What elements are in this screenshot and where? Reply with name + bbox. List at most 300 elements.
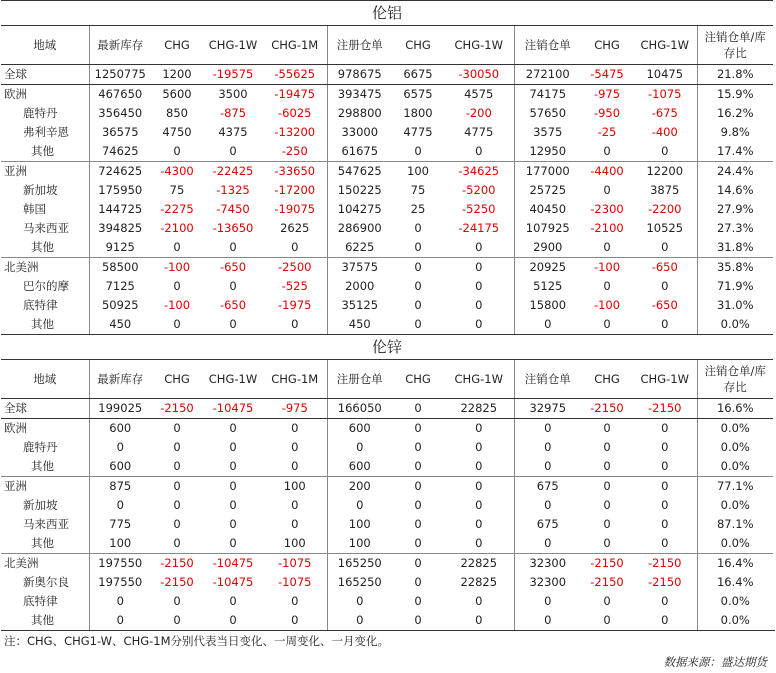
value-cell: 75 — [410, 183, 426, 197]
value-cell: 356450 — [98, 106, 143, 120]
value-cell: -2150 — [633, 554, 697, 574]
value-cell: 0 — [263, 315, 327, 334]
value-cell: 32300 — [529, 575, 567, 589]
value-cell: -55625 — [263, 65, 327, 85]
region-cell: 其他 — [1, 238, 89, 258]
value-cell: -5250 — [444, 200, 514, 219]
value-cell: 0 — [544, 421, 552, 435]
value-cell: 27.3% — [716, 221, 754, 235]
value-cell: 0 — [173, 317, 181, 331]
table-row — [1, 162, 773, 182]
value-cell: 100 — [348, 517, 371, 531]
region-cell: 底特律 — [1, 296, 89, 315]
value-cell: 10525 — [633, 219, 697, 238]
value-cell: 71.9% — [716, 279, 754, 293]
table-row — [1, 104, 773, 123]
value-cell: 0 — [544, 498, 552, 512]
value-cell: 600 — [348, 459, 371, 473]
value-cell: 0 — [444, 142, 514, 162]
region-cell: 其他 — [1, 534, 89, 554]
table-row — [1, 573, 773, 592]
value-cell: 0 — [633, 238, 697, 258]
value-cell: 0 — [151, 477, 203, 497]
value-cell: 31.8% — [716, 240, 754, 254]
value-cell: -975 — [263, 399, 327, 419]
value-cell: -6025 — [263, 104, 327, 123]
table-row — [1, 65, 773, 85]
value-cell: -5200 — [444, 181, 514, 200]
value-cell: 298800 — [337, 106, 382, 120]
table-row — [1, 534, 773, 554]
value-cell: 0 — [444, 534, 514, 554]
value-cell: 100 — [392, 162, 444, 182]
value-cell: 0 — [603, 421, 611, 435]
value-cell: -2200 — [633, 200, 697, 219]
value-cell: 20925 — [514, 258, 581, 278]
value-cell: 0 — [544, 613, 552, 627]
value-cell: -675 — [633, 104, 697, 123]
table-row — [1, 258, 773, 278]
value-cell: 0 — [444, 496, 514, 515]
value-cell: 197550 — [89, 554, 151, 574]
column-header: 注销仓单/库存比 — [697, 360, 773, 399]
value-cell: 35125 — [341, 298, 379, 312]
value-cell: 0 — [581, 477, 633, 497]
value-cell: 1800 — [403, 106, 433, 120]
column-header: 地域 — [1, 26, 89, 65]
column-header: CHG — [151, 360, 203, 399]
value-cell: -525 — [263, 277, 327, 296]
value-cell: -2150 — [590, 575, 624, 589]
value-cell: 0 — [414, 613, 422, 627]
value-cell: 0 — [392, 399, 444, 419]
value-cell: 107925 — [525, 221, 570, 235]
value-cell: -650 — [633, 296, 697, 315]
value-cell: -22425 — [203, 162, 263, 182]
value-cell: 0 — [229, 498, 237, 512]
value-cell: 0 — [356, 440, 364, 454]
value-cell: 33000 — [341, 125, 379, 139]
value-cell: 3500 — [218, 87, 248, 101]
value-cell: 0 — [173, 613, 181, 627]
footnote: 注：CHG、CHG1-W、CHG-1M分别代表当日变化、一周变化、一月变化。 — [1, 630, 775, 651]
value-cell: -100 — [151, 258, 203, 278]
value-cell: 675 — [514, 477, 581, 497]
value-cell: 0 — [263, 496, 327, 515]
value-cell: 0 — [356, 594, 364, 608]
value-cell: 74625 — [101, 144, 139, 158]
value-cell: -33650 — [263, 162, 327, 182]
value-cell: 0 — [633, 592, 697, 611]
value-cell: 87.1% — [716, 517, 754, 531]
value-cell: 0 — [633, 515, 697, 534]
value-cell: 12200 — [633, 162, 697, 182]
value-cell: 1200 — [151, 65, 203, 85]
value-cell: -2500 — [263, 258, 327, 278]
value-cell: 0 — [116, 440, 124, 454]
value-cell: 0 — [203, 477, 263, 497]
value-cell: 0 — [414, 440, 422, 454]
value-cell: 0 — [603, 536, 611, 550]
value-cell: 31.0% — [716, 298, 754, 312]
value-cell: 0 — [116, 498, 124, 512]
table-row — [1, 438, 773, 457]
value-cell: 0 — [414, 240, 422, 254]
value-cell: 6675 — [392, 65, 444, 85]
value-cell: 166050 — [327, 399, 392, 419]
value-cell: 61675 — [341, 144, 379, 158]
column-header: 最新库存 — [89, 26, 151, 65]
value-cell: -2150 — [633, 573, 697, 592]
column-header: 地域 — [1, 360, 89, 399]
zinc-table — [1, 334, 773, 630]
value-cell: 0.0% — [720, 440, 750, 454]
region-cell: 北美洲 — [1, 258, 89, 278]
aluminum-table — [1, 0, 773, 334]
value-cell: 0 — [116, 613, 124, 627]
value-cell: 0.0% — [720, 498, 750, 512]
aluminum-title: 伦铝 — [1, 1, 773, 26]
value-cell: 37575 — [327, 258, 392, 278]
value-cell: 32300 — [514, 554, 581, 574]
value-cell: -1075 — [263, 573, 327, 592]
value-cell: -200 — [444, 104, 514, 123]
value-cell: 57650 — [529, 106, 567, 120]
value-cell: -1325 — [216, 183, 250, 197]
value-cell: 0 — [229, 594, 237, 608]
value-cell: 0 — [444, 438, 514, 457]
value-cell: 0 — [392, 477, 444, 497]
value-cell: -100 — [581, 258, 633, 278]
value-cell: -2300 — [590, 202, 624, 216]
value-cell: 6575 — [403, 87, 433, 101]
value-cell: 0 — [444, 611, 514, 630]
value-cell: 0 — [414, 459, 422, 473]
value-cell: 0 — [173, 517, 181, 531]
value-cell: -1975 — [263, 296, 327, 315]
value-cell: 0 — [173, 440, 181, 454]
value-cell: 0 — [633, 477, 697, 497]
value-cell: 0 — [173, 279, 181, 293]
value-cell: 25725 — [529, 183, 567, 197]
region-cell: 欧洲 — [1, 85, 89, 105]
region-cell: 亚洲 — [1, 162, 89, 182]
value-cell: 22825 — [444, 399, 514, 419]
region-cell: 新加坡 — [1, 181, 89, 200]
value-cell: 5600 — [162, 87, 192, 101]
region-cell: 其他 — [1, 315, 89, 334]
value-cell: 17.4% — [716, 144, 754, 158]
region-cell: 其他 — [1, 457, 89, 477]
region-cell: 全球 — [1, 399, 89, 419]
value-cell: 0 — [633, 277, 697, 296]
value-cell: -650 — [203, 258, 263, 278]
value-cell: -950 — [593, 106, 621, 120]
table-row — [1, 181, 773, 200]
value-cell: 0 — [414, 421, 422, 435]
table-row — [1, 296, 773, 315]
value-cell: 675 — [536, 517, 559, 531]
value-cell: 0 — [173, 536, 181, 550]
column-header: CHG — [151, 26, 203, 65]
value-cell: -4400 — [581, 162, 633, 182]
value-cell: -2275 — [160, 202, 194, 216]
value-cell: 150225 — [337, 183, 382, 197]
table-row — [1, 515, 773, 534]
value-cell: 3875 — [633, 181, 697, 200]
value-cell: 0 — [414, 298, 422, 312]
value-cell: 0 — [229, 613, 237, 627]
value-cell: 0 — [414, 536, 422, 550]
region-cell: 鹿特丹 — [1, 438, 89, 457]
value-cell: -875 — [219, 106, 247, 120]
value-cell: -13650 — [212, 221, 254, 235]
value-cell: 4375 — [218, 125, 248, 139]
value-cell: 165250 — [337, 575, 382, 589]
value-cell: -7450 — [216, 202, 250, 216]
table-row — [1, 85, 773, 105]
value-cell: -2100 — [160, 221, 194, 235]
value-cell: 0 — [603, 594, 611, 608]
value-cell: 0.0% — [720, 421, 750, 435]
value-cell: 199025 — [89, 399, 151, 419]
value-cell: 5125 — [533, 279, 563, 293]
column-header: CHG — [581, 360, 633, 399]
region-cell: 新加坡 — [1, 496, 89, 515]
aluminum-header-row — [1, 26, 773, 65]
value-cell: -19575 — [203, 65, 263, 85]
zinc-header-row — [1, 360, 773, 399]
value-cell: -1075 — [263, 554, 327, 574]
value-cell: 0 — [414, 144, 422, 158]
value-cell: 0 — [173, 421, 181, 435]
value-cell: 547625 — [327, 162, 392, 182]
value-cell: 100 — [263, 534, 327, 554]
value-cell: 0 — [263, 515, 327, 534]
value-cell: 450 — [348, 317, 371, 331]
table-row — [1, 200, 773, 219]
value-cell: 16.4% — [697, 554, 773, 574]
value-cell: 0 — [603, 317, 611, 331]
value-cell: -2150 — [151, 554, 203, 574]
value-cell: 0 — [544, 317, 552, 331]
column-header: CHG-1W — [444, 360, 514, 399]
value-cell: 100 — [348, 536, 371, 550]
value-cell: -10475 — [203, 399, 263, 419]
value-cell: 0 — [603, 279, 611, 293]
value-cell: 144725 — [98, 202, 143, 216]
value-cell: -10475 — [203, 554, 263, 574]
value-cell: -4300 — [151, 162, 203, 182]
column-header: CHG-1W — [633, 26, 697, 65]
data-source: 数据来源：盛达期货 — [663, 655, 767, 669]
value-cell: 0 — [229, 240, 237, 254]
region-cell: 鹿特丹 — [1, 104, 89, 123]
value-cell: 2900 — [533, 240, 563, 254]
value-cell: 0 — [603, 144, 611, 158]
value-cell: 600 — [109, 421, 132, 435]
value-cell: 0 — [544, 594, 552, 608]
value-cell: 0 — [444, 238, 514, 258]
value-cell: 0 — [414, 317, 422, 331]
column-header: 最新库存 — [89, 360, 151, 399]
value-cell: 0.0% — [720, 459, 750, 473]
value-cell: 14.6% — [716, 183, 754, 197]
value-cell: 0 — [229, 317, 237, 331]
column-header: CHG — [392, 360, 444, 399]
value-cell: 0 — [173, 498, 181, 512]
value-cell: -2150 — [581, 554, 633, 574]
table-row — [1, 277, 773, 296]
value-cell: 15800 — [529, 298, 567, 312]
value-cell: 4775 — [403, 125, 433, 139]
value-cell: -1075 — [633, 85, 697, 105]
value-cell: -17200 — [263, 181, 327, 200]
value-cell: 75 — [169, 183, 185, 197]
value-cell: 0 — [263, 457, 327, 477]
value-cell: -400 — [633, 123, 697, 142]
column-header: CHG-1M — [263, 360, 327, 399]
table-row — [1, 554, 773, 574]
value-cell: -13200 — [263, 123, 327, 142]
value-cell: 0 — [444, 258, 514, 278]
value-cell: 0 — [263, 592, 327, 611]
value-cell: -2150 — [633, 399, 697, 419]
region-cell: 底特律 — [1, 592, 89, 611]
value-cell: 4775 — [444, 123, 514, 142]
column-header: 注销仓单 — [514, 26, 581, 65]
value-cell: 25 — [410, 202, 426, 216]
aluminum-table-body — [1, 1, 773, 335]
value-cell: 0 — [633, 534, 697, 554]
value-cell: 0 — [356, 613, 364, 627]
region-cell: 韩国 — [1, 200, 89, 219]
value-cell: -100 — [163, 298, 191, 312]
value-cell: 467650 — [98, 87, 143, 101]
region-cell: 巴尔的摩 — [1, 277, 89, 296]
value-cell: 0 — [356, 498, 364, 512]
value-cell: 0 — [414, 498, 422, 512]
value-cell: 7125 — [105, 279, 135, 293]
value-cell: 0 — [444, 477, 514, 497]
value-cell: -5475 — [581, 65, 633, 85]
value-cell: 200 — [327, 477, 392, 497]
value-cell: 0 — [229, 144, 237, 158]
value-cell: 850 — [166, 106, 188, 120]
value-cell: 0 — [603, 613, 611, 627]
value-cell: 77.1% — [697, 477, 773, 497]
value-cell: 35.8% — [697, 258, 773, 278]
value-cell: 100 — [263, 477, 327, 497]
value-cell: 0 — [444, 592, 514, 611]
value-cell: 0 — [633, 419, 697, 439]
value-cell: 12950 — [529, 144, 567, 158]
value-cell: 9125 — [105, 240, 135, 254]
value-cell: 394825 — [98, 221, 143, 235]
value-cell: 36575 — [101, 125, 139, 139]
region-cell: 欧洲 — [1, 419, 89, 439]
value-cell: 0 — [544, 536, 552, 550]
value-cell: 0 — [633, 438, 697, 457]
value-cell: 40450 — [529, 202, 567, 216]
value-cell: 0.0% — [720, 317, 750, 331]
value-cell: 0 — [263, 238, 327, 258]
value-cell: 22825 — [444, 573, 514, 592]
value-cell: 0 — [633, 496, 697, 515]
value-cell: 165250 — [327, 554, 392, 574]
value-cell: -100 — [593, 298, 621, 312]
value-cell: 393475 — [337, 87, 382, 101]
zinc-table-body — [1, 335, 773, 631]
value-cell: 0 — [414, 575, 422, 589]
value-cell: 16.6% — [697, 399, 773, 419]
column-header: CHG-1W — [444, 26, 514, 65]
value-cell: 0 — [414, 279, 422, 293]
region-cell: 全球 — [1, 65, 89, 85]
value-cell: 0 — [633, 457, 697, 477]
value-cell: 978675 — [327, 65, 392, 85]
table-row — [1, 123, 773, 142]
value-cell: 32975 — [514, 399, 581, 419]
value-cell: 0 — [173, 144, 181, 158]
value-cell: 0 — [173, 240, 181, 254]
value-cell: -19075 — [263, 200, 327, 219]
value-cell: 0 — [229, 279, 237, 293]
value-cell: 2625 — [263, 219, 327, 238]
column-header: 注册仓单 — [327, 26, 392, 65]
value-cell: -10475 — [212, 575, 254, 589]
value-cell: 175950 — [98, 183, 143, 197]
value-cell: -30050 — [444, 65, 514, 85]
value-cell: -2150 — [151, 399, 203, 419]
column-header: 注销仓单/库存比 — [697, 26, 773, 65]
value-cell: 0 — [444, 515, 514, 534]
value-cell: 0 — [229, 440, 237, 454]
column-header: CHG-1W — [633, 360, 697, 399]
value-cell: 16.2% — [716, 106, 754, 120]
region-cell: 其他 — [1, 142, 89, 162]
value-cell: 0 — [444, 457, 514, 477]
value-cell: 0.0% — [720, 613, 750, 627]
value-cell: 0 — [229, 536, 237, 550]
value-cell: 3575 — [533, 125, 563, 139]
value-cell: 4575 — [444, 85, 514, 105]
value-cell: -650 — [219, 298, 247, 312]
value-cell: 0 — [229, 421, 237, 435]
value-cell: -24175 — [444, 219, 514, 238]
value-cell: 0 — [229, 459, 237, 473]
table-row — [1, 457, 773, 477]
table-row — [1, 399, 773, 419]
value-cell: -650 — [633, 258, 697, 278]
value-cell: 0 — [633, 142, 697, 162]
value-cell: 0 — [392, 258, 444, 278]
value-cell: 724625 — [89, 162, 151, 182]
value-cell: 24.4% — [697, 162, 773, 182]
value-cell: 0 — [603, 240, 611, 254]
column-header: CHG — [581, 26, 633, 65]
value-cell: 1250775 — [89, 65, 151, 85]
value-cell: 0 — [603, 517, 611, 531]
region-cell: 弗利辛恩 — [1, 123, 89, 142]
value-cell: 0 — [444, 277, 514, 296]
value-cell: 0 — [116, 594, 124, 608]
region-cell: 亚洲 — [1, 477, 89, 497]
region-cell: 其他 — [1, 611, 89, 630]
column-header: CHG-1W — [203, 26, 263, 65]
value-cell: 4750 — [162, 125, 192, 139]
table-row — [1, 477, 773, 497]
